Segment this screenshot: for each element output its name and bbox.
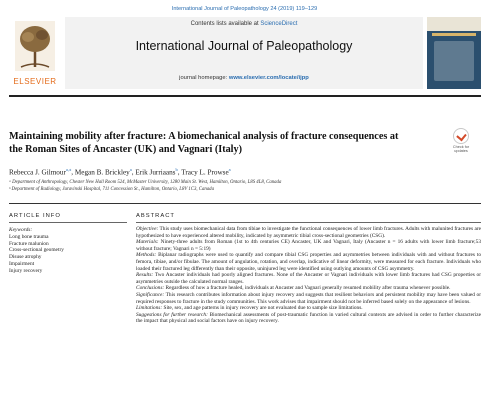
header-band [65, 17, 423, 89]
contents-line [65, 21, 423, 27]
abstract-materials [136, 239, 481, 252]
keywords-label: Keywords: [9, 227, 33, 233]
sciencedirect-link[interactable]: ScienceDirect [260, 21, 298, 27]
abstract-objective [136, 226, 481, 239]
keyword-item: Injury recovery [9, 267, 43, 274]
author-name[interactable]: Erik Jurriaans [135, 168, 176, 177]
abstract-body [136, 226, 481, 325]
keyword-item: Long bone trauma [9, 234, 49, 240]
abstract-conclusions [136, 285, 481, 292]
article-title: Maintaining mobility after fracture: A biomechanical analysis of fracture consequences at the Roman Sites of Ancaster (UK) and Vagnari (Italy) [9, 131, 399, 155]
check-updates-icon [453, 128, 469, 144]
abstract-section-label: Conclusions: [136, 285, 165, 292]
article-info-heading: ARTICLE INFO [9, 213, 61, 219]
contents-prefix: Contents lists available at [190, 21, 261, 27]
keywords-list [9, 234, 127, 274]
abstract-results [136, 272, 481, 285]
abstract-rule [136, 222, 481, 223]
abstract-section-label: Results: [136, 272, 154, 279]
author-name[interactable]: Rebecca J. Gilmour [9, 168, 66, 177]
abstract-section-text: Ninety-three adults from Roman (1st to 4th centuries CE) Ancaster, UK and Vagnari, Italy (Ancaster n = 16 adults with lower limb fracture;53 without fracture; Vagnari n = 5:19) [136, 239, 481, 252]
cover-bar [432, 33, 476, 36]
keyword-item: Disuse atrophy [9, 254, 42, 261]
publisher-name: ELSEVIER [13, 77, 57, 86]
article-info-rule [9, 222, 127, 223]
abstract-section-label: Suggestions for further research: [136, 311, 208, 318]
abstract-methods [136, 252, 481, 272]
journal-name[interactable]: International Journal of Paleopathology [135, 39, 353, 53]
author-affil-mark[interactable]: a [228, 167, 231, 172]
abstract-section-label: Significance: [136, 291, 165, 298]
abstract-section-text: Biomechanical assessments of post-traumatic function in varied cultural contexts are advised in order to further characterize the impact that physical and social factors have on injury recovery. [136, 311, 481, 325]
keyword-item: Cross-sectional geometry [9, 247, 64, 254]
abstract-section-label: Limitations: [136, 305, 163, 312]
check-for-updates-button[interactable] [446, 128, 476, 156]
abstract-further-research [136, 312, 481, 325]
keyword-item: Fracture malunion [9, 240, 49, 247]
elsevier-logo[interactable] [9, 17, 61, 89]
abstract-section-text: This study uses biomechanical data from tibiae to investigate the functional consequences of lower limb fractures. Adults with malunited fractures are hypothesized to have experienced altered mobility, indicated by asymmetric tibial cross-sectional geometries (CSG). [136, 226, 481, 239]
homepage-prefix: journal homepage: [179, 75, 229, 81]
homepage-link[interactable]: www.elsevier.com/locate/ijpp [228, 75, 309, 81]
cover-picture [434, 41, 474, 81]
affiliation-b: ᵇ Department of Radiology, Juravinski Hospital, 711 Concession St., Hamilton, Ontario, L8V 1C3, Canada [9, 187, 214, 192]
abstract-significance [136, 292, 481, 305]
journal-header [9, 17, 481, 92]
affiliation-a: ᵃ Department of Anthropology, Chester New Hall Room 524, McMaster University, 1280 Main St. West, Hamilton, Ontario, L8S 4L8, Canada [9, 180, 282, 185]
journal-citation[interactable]: International Journal of Paleopathology 24 (2019) 119–129 [171, 6, 318, 12]
elsevier-tree-icon [15, 21, 55, 71]
abstract-section-text: Two Ancaster individuals had poorly aligned fractures. None of the Ancaster or Vagnari individuals with lower limb fractures had CSG properties or asymmetries outside the calculated normal ranges. [136, 272, 481, 285]
abstract-section-text: Regardless of how a fracture healed, individuals at Ancaster and Vagnari generally resumed mobility after trauma whenever possible. [164, 285, 451, 292]
abstract-section-text: This research contributes information about injury recovery and suggests that resilient behaviors and persistent mobility may have been valued or required responses to fracture in the study communities. This work advises that impairment should not be inferred based solely on the appearance of lesions. [136, 291, 481, 305]
author-affil-mark[interactable]: b [175, 167, 178, 172]
abstract-section-text: Site, sex, and age patterns in injury recovery are not evaluated due to sample size limitations. [162, 305, 363, 312]
check-updates-label: Check for updates [452, 145, 470, 154]
abstract-section-label: Materials: [136, 239, 159, 246]
section-rule [9, 203, 481, 204]
cover-top [427, 17, 481, 31]
author-name[interactable]: Megan B. Brickley [74, 168, 130, 177]
header-rule [9, 95, 481, 97]
abstract-section-label: Objective: [136, 226, 159, 232]
abstract-section-text: Biplanar radiographs were used to quantify and compare tibial CSG properties and asymmetries between individuals with and without fractures to femora, tibiae, and/or fibulae. The amount of angulation, rotation, and overlap, indicative of linear deformity, were measured for each fracture. Individuals who loaded their fractured leg differently than their opposite, uninjured leg were identified using outlying amounts of CSG asymmetry. [136, 252, 481, 272]
author-name[interactable]: Tracy L. Prowse [181, 168, 229, 177]
author-affil-mark[interactable]: a [129, 167, 132, 172]
author-list: Rebecca J. Gilmour$^{a,⁎}$, Megan B. Brickley$^a$, Erik Jurriaans$^b$, Tracy L. Prowse$^a$ [9, 167, 231, 177]
homepage-line [65, 75, 423, 81]
abstract-limitations [136, 305, 481, 312]
keyword-item: Impairment [9, 260, 35, 267]
abstract-section-label: Methods: [136, 252, 157, 259]
abstract-heading: ABSTRACT [136, 213, 175, 219]
journal-cover-image[interactable] [427, 17, 481, 89]
author-affil-mark[interactable]: a,⁎ [65, 167, 72, 172]
